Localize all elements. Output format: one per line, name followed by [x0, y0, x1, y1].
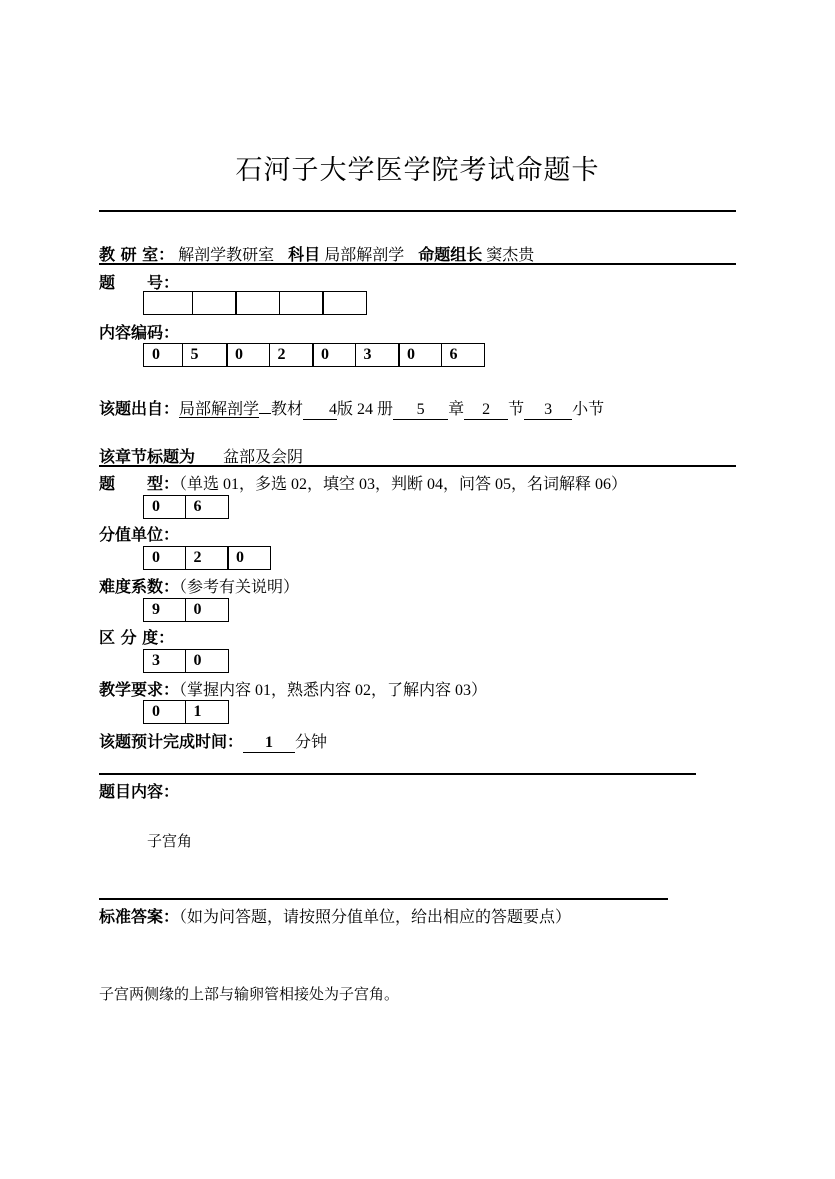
requirement-cell: 1 [185, 700, 229, 724]
time-value: 1 [243, 733, 295, 753]
qtype-cell: 6 [185, 495, 229, 519]
answer-line [99, 904, 571, 927]
discrimination-boxes [143, 649, 229, 673]
content-code-cell: 6 [441, 343, 485, 367]
requirement-label: 教学要求： [99, 680, 180, 699]
question-label: 题目内容： [99, 782, 180, 801]
qtype-line [99, 471, 627, 494]
question-no-cell [279, 291, 324, 315]
requirement-line [99, 677, 487, 700]
content-code-boxes [143, 343, 485, 367]
dept-label: 教 研 室： [99, 245, 175, 264]
leader-label: 命题组长 [418, 245, 483, 264]
requirement-cell: 0 [143, 700, 186, 724]
chapter-title-line [99, 444, 736, 467]
score-unit-cell: 0 [227, 546, 271, 570]
content-code-cell: 0 [226, 343, 270, 367]
source-edition: 4 [303, 400, 337, 420]
content-code-label: 内容编码： [99, 323, 180, 342]
difficulty-cell: 0 [185, 598, 229, 622]
source-line [99, 396, 604, 420]
content-code-cell: 3 [355, 343, 400, 367]
header-line [99, 242, 736, 265]
source-section-text: 节 [508, 399, 525, 418]
source-chapter: 5 [393, 400, 448, 420]
dept-value: 解剖学教研室 [178, 245, 275, 264]
discrimination-cell: 3 [143, 649, 186, 673]
source-subsection-text: 小节 [572, 399, 605, 418]
content-code-cell: 2 [269, 343, 314, 367]
chapter-title-value: 盆部及会阴 [223, 447, 304, 466]
source-edition-text: 版 24 册 [337, 401, 394, 418]
qtype-cell: 0 [143, 495, 186, 519]
difficulty-line [99, 574, 299, 597]
page-title: 石河子大学医学院考试命题卡 [235, 155, 600, 186]
answer-divider [99, 898, 668, 900]
difficulty-note: （参考有关说明） [179, 577, 300, 596]
subject-label: 科目 [288, 245, 321, 264]
difficulty-boxes [143, 598, 229, 622]
time-label: 该题预计完成时间： [99, 732, 244, 751]
question-no-cell [235, 291, 280, 315]
difficulty-label: 难度系数： [99, 577, 180, 596]
content-code-cell: 0 [398, 343, 442, 367]
source-book: 局部解剖学 [179, 399, 260, 418]
subject-value: 局部解剖学 [324, 245, 405, 264]
question-no-cell [192, 291, 237, 315]
content-code-cell: 5 [182, 343, 228, 367]
requirement-boxes [143, 700, 229, 724]
leader-value: 窦杰贵 [486, 245, 535, 264]
qtype-label: 题 型： [99, 474, 180, 493]
content-code-cell: 0 [143, 343, 183, 367]
time-line [99, 729, 327, 753]
answer-label: 标准答案： [99, 907, 180, 926]
score-unit-label: 分值单位： [99, 525, 180, 544]
qtype-boxes [143, 495, 229, 519]
score-unit-cell: 0 [143, 546, 186, 570]
question-no-cell [322, 291, 367, 315]
discrimination-label: 区 分 度： [99, 628, 175, 647]
question-no-boxes [143, 291, 367, 315]
discrimination-cell: 0 [185, 649, 229, 673]
source-chapter-text: 章 [448, 399, 465, 418]
answer-note: （如为问答题，请按照分值单位，给出相应的答题要点） [179, 907, 572, 926]
score-unit-cell: 2 [185, 546, 229, 570]
question-no-label: 题 号： [99, 273, 180, 292]
question-divider [99, 773, 696, 775]
qtype-note: （单选 01，多选 02，填空 03，判断 04，问答 05，名词解释 06） [179, 476, 628, 493]
difficulty-cell: 9 [143, 598, 186, 622]
title-divider [99, 210, 736, 212]
question-text: 子宫角 [147, 832, 193, 850]
content-code-cell: 0 [312, 343, 356, 367]
score-unit-boxes [143, 546, 271, 570]
question-no-cell [143, 291, 193, 315]
time-unit: 分钟 [295, 732, 328, 751]
requirement-note: （掌握内容 01，熟悉内容 02，了解内容 03） [179, 682, 488, 699]
answer-text: 子宫两侧缘的上部与输卵管相接处为子宫角。 [99, 985, 400, 1003]
source-label: 该题出自： [99, 399, 180, 418]
source-material-text: 教材 [271, 399, 304, 418]
source-subsection: 3 [524, 400, 572, 420]
chapter-title-label: 该章节标题为 [99, 447, 196, 466]
source-section: 2 [464, 400, 508, 420]
